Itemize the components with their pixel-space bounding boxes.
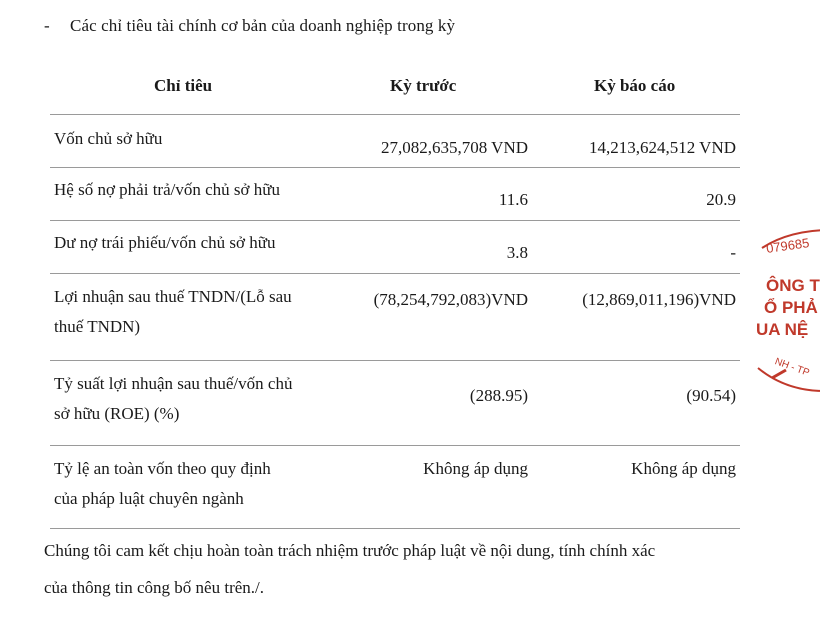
- intro-line: [44, 16, 455, 36]
- commitment-statement: [44, 532, 764, 606]
- seal-text-line3: UA NỆ: [756, 320, 809, 339]
- statement-line2: của thông tin công bố nêu trên./.: [44, 578, 265, 597]
- row-label: [54, 369, 334, 429]
- row-label-line2: sở hữu (ROE) (%): [54, 404, 180, 423]
- row-label: [54, 454, 334, 514]
- bullet-dash: -: [44, 16, 50, 35]
- row-current-value: 20.9: [706, 190, 736, 209]
- row-label: Hệ số nợ phải trả/vốn chủ sở hữu: [54, 180, 280, 199]
- row-label: [54, 282, 334, 342]
- row-label-line2: thuế TNDN): [54, 317, 141, 336]
- row-current-value: (12,869,011,196)VND: [582, 290, 736, 309]
- header-current-period: Kỳ báo cáo: [594, 76, 676, 95]
- row-label: Vốn chủ sở hữu: [54, 129, 163, 148]
- row-current-value: (90.54): [686, 386, 736, 405]
- table-row: [50, 446, 740, 529]
- row-previous-value: Không áp dụng: [423, 459, 528, 478]
- table-row: [50, 274, 740, 361]
- statement-line1: Chúng tôi cam kết chịu hoàn toàn trách nhiệm trước pháp luật về nội dung, tính chính xác: [44, 541, 656, 560]
- header-indicator: Chỉ tiêu: [154, 76, 213, 95]
- seal-number: 079685: [765, 235, 811, 256]
- row-label-line2: của pháp luật chuyên ngành: [54, 489, 244, 508]
- row-previous-value: 11.6: [498, 190, 528, 209]
- row-previous-value: 3.8: [506, 243, 528, 262]
- table-row: [50, 168, 740, 221]
- row-label-line1: Tỷ lệ an toàn vốn theo quy định: [54, 459, 271, 478]
- row-previous-value: (288.95): [469, 386, 528, 405]
- row-previous-value: (78,254,792,083)VND: [373, 290, 528, 309]
- row-current-value: -: [730, 243, 736, 262]
- financial-indicators-table: [50, 64, 740, 529]
- seal-bottom-text: NH - TP: [773, 356, 811, 379]
- table-header: [50, 64, 740, 115]
- company-seal-stamp: [752, 218, 820, 398]
- row-label: Dư nợ trái phiếu/vốn chủ sở hữu: [54, 233, 276, 252]
- table-row: [50, 361, 740, 446]
- seal-text-line1: ÔNG T: [766, 276, 820, 295]
- header-previous-period: Kỳ trước: [390, 76, 457, 95]
- row-previous-value: 27,082,635,708 VND: [380, 138, 528, 157]
- seal-text-line2: Ổ PHẢ: [764, 298, 818, 317]
- table-row: [50, 115, 740, 168]
- intro-text: Các chỉ tiêu tài chính cơ bản của doanh nghiệp trong kỳ: [70, 16, 456, 35]
- row-label-line1: Tỷ suất lợi nhuận sau thuế/vốn chủ: [54, 374, 293, 393]
- row-current-value: Không áp dụng: [631, 459, 736, 478]
- row-current-value: 14,213,624,512 VND: [588, 138, 736, 157]
- row-label-line1: Lợi nhuận sau thuế TNDN/(Lỗ sau: [54, 287, 292, 306]
- table-row: [50, 221, 740, 274]
